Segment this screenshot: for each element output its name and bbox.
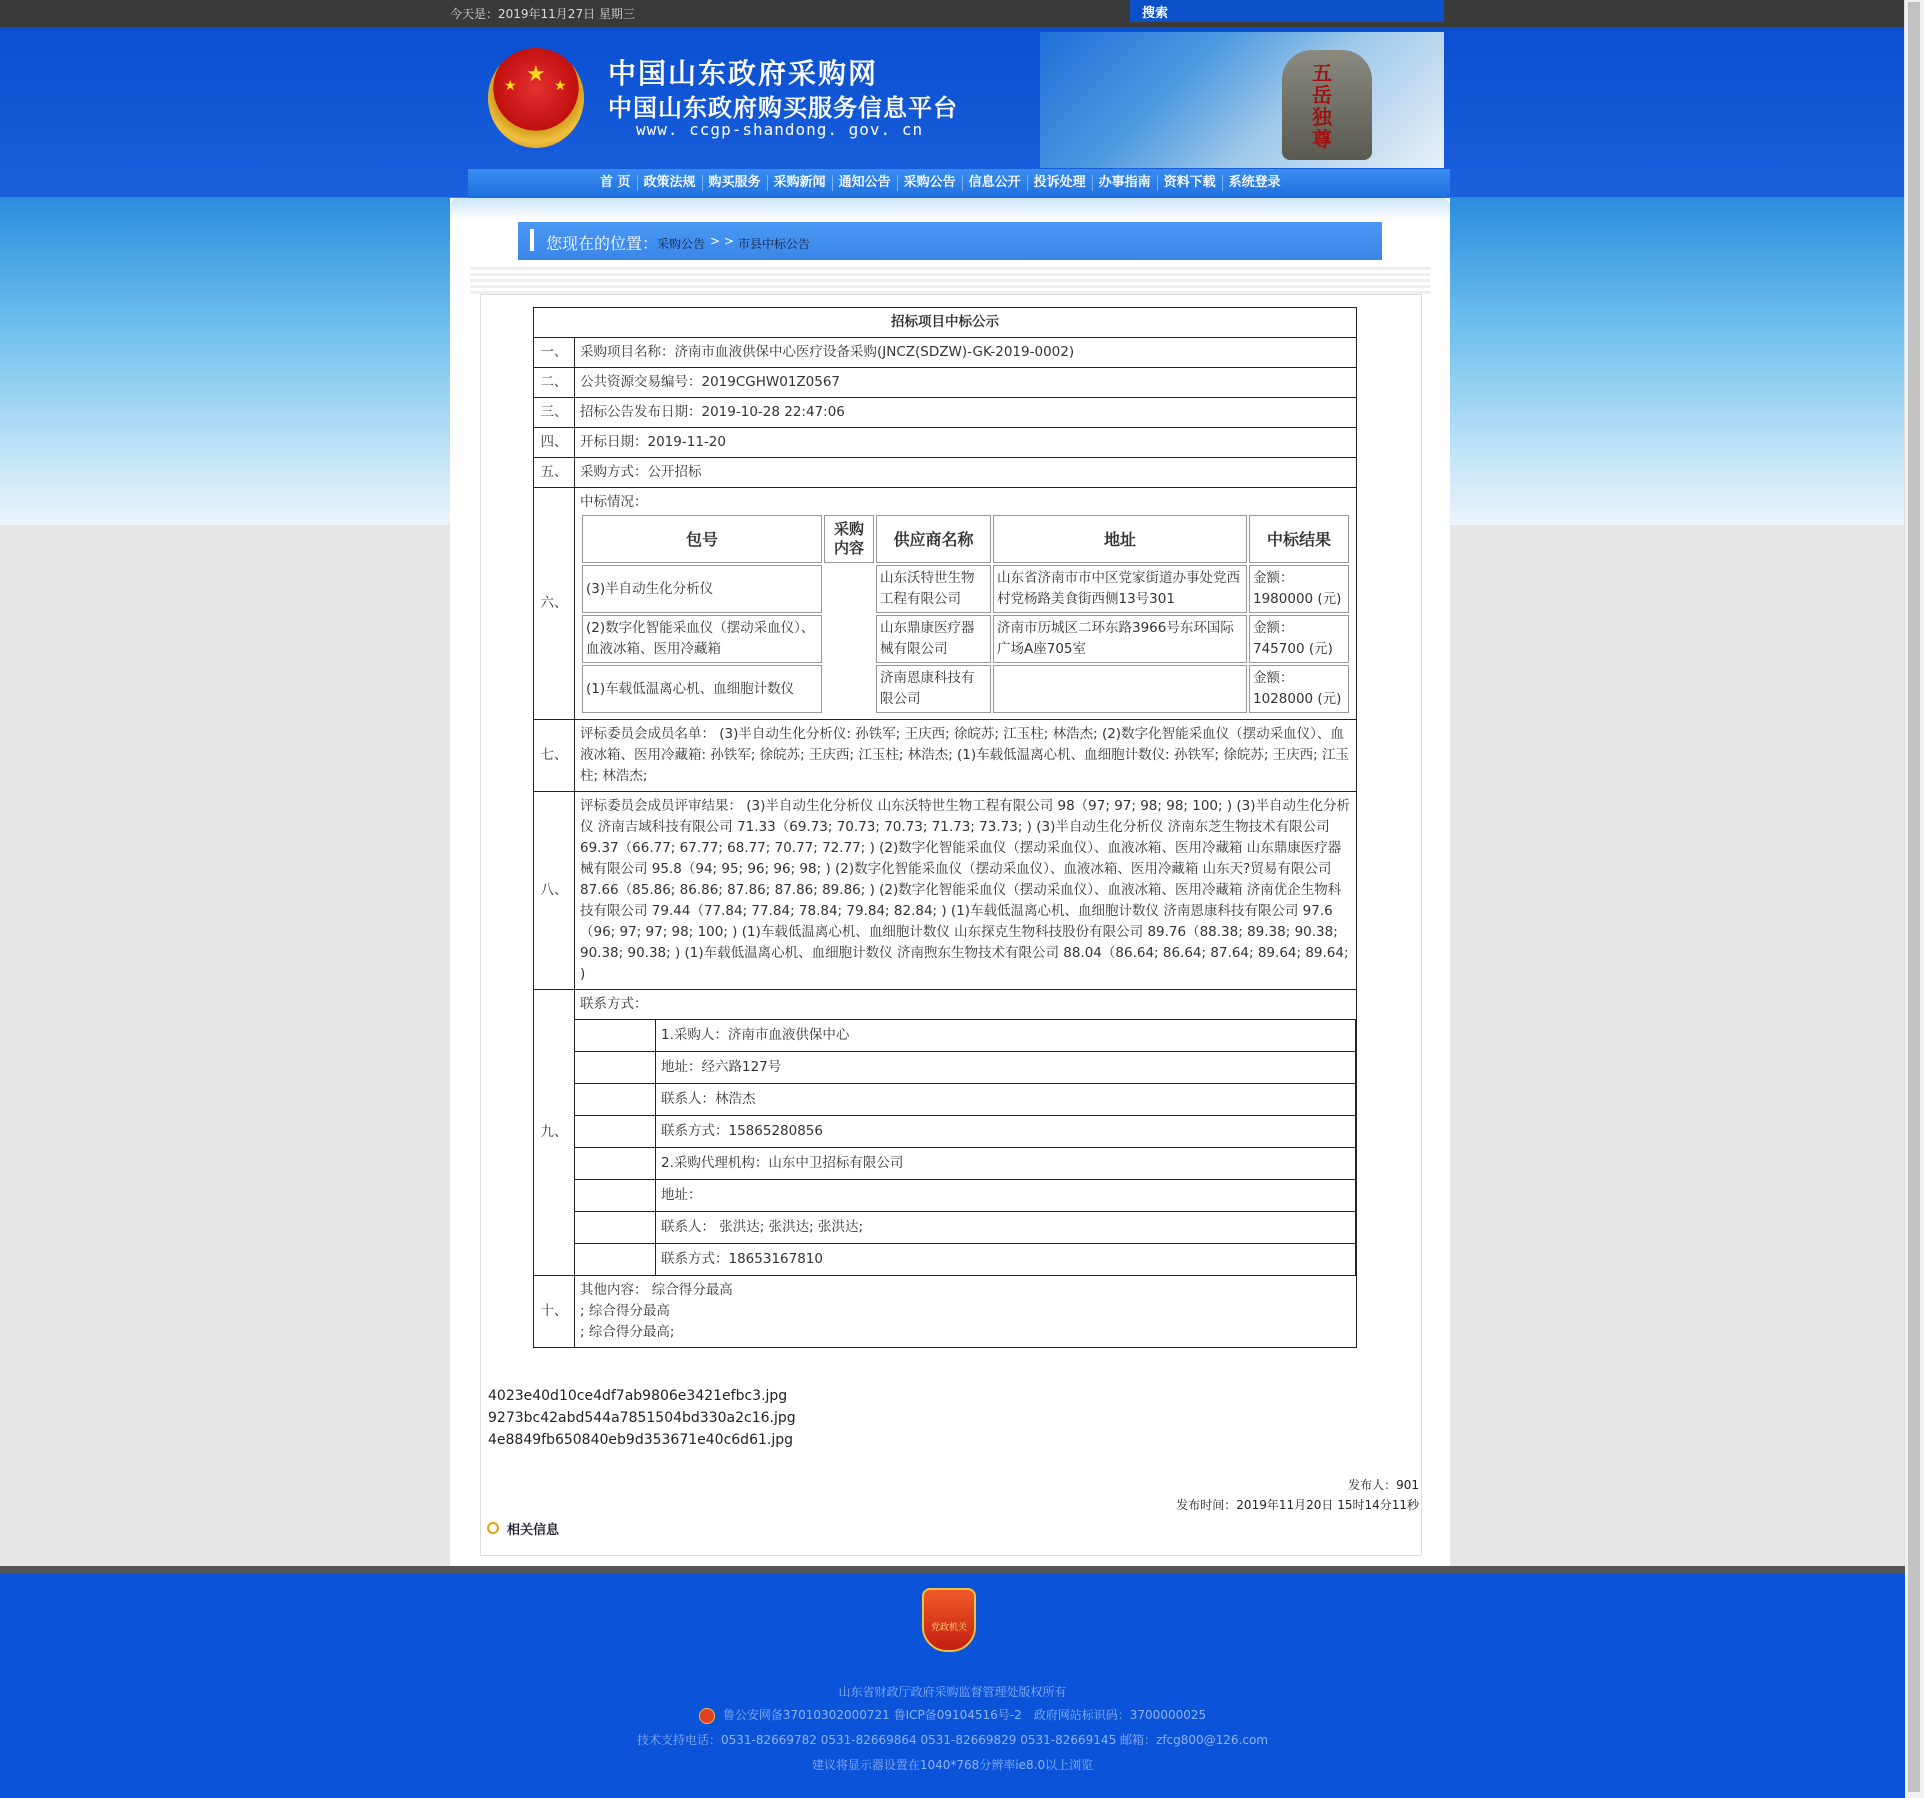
related-info-heading bbox=[487, 1519, 559, 1538]
award-address bbox=[993, 665, 1247, 713]
nav-login[interactable]: 系统登录 bbox=[1222, 175, 1287, 191]
contact-line: 联系方式：15865280856 bbox=[656, 1116, 1356, 1148]
contact-line: 联系人： 张洪达; 张洪达; 张洪达; bbox=[656, 1212, 1356, 1244]
attachment-list bbox=[488, 1385, 796, 1451]
other-line: ; 综合得分最高; bbox=[580, 1324, 675, 1340]
award-header-address: 地址 bbox=[993, 515, 1247, 563]
breadcrumb bbox=[518, 222, 1382, 260]
award-notice-table bbox=[533, 307, 1357, 1348]
contact-line: 地址：经六路127号 bbox=[656, 1052, 1356, 1084]
project-name: 采购项目名称：济南市血液供保中心医疗设备采购(JNCZ(SDZW)-GK-2019-0002) bbox=[575, 338, 1357, 368]
contact-table bbox=[575, 1019, 1356, 1275]
award-supplier: 山东沃特世生物工程有限公司 bbox=[876, 565, 991, 613]
award-package: (3)半自动生化分析仪 bbox=[582, 565, 822, 613]
award-header-package: 包号 bbox=[582, 515, 822, 563]
browser-advice: 建议将显示器设置在1040*768分辨率ie8.0以上浏览 bbox=[811, 1758, 1094, 1772]
row-number: 八、 bbox=[534, 792, 575, 990]
award-address: 山东省济南市市中区党家街道办事处党西村党杨路美食街西侧13号301 bbox=[993, 565, 1247, 613]
scrollbar-thumb[interactable] bbox=[1908, 2, 1920, 1792]
site-subtitle: 中国山东政府购买服务信息平台 bbox=[608, 94, 958, 122]
divider-stripe bbox=[470, 264, 1430, 294]
evaluation-results: 评标委员会成员评审结果： (3)半自动生化分析仪 山东沃特世生物工程有限公司 98（97; 97; 98; 98; 100; ) (3)半自动生化分析仪 济南吉域科技有限公司 71.33（69.73; 70.73; 70.73; 71.73; 73.73; ) (3)半自动生化分析仪 济南东芝生物技术有限公司 69.37（66.77; 67.77; 68.77; 70.77; 72.77; ) (2)数字化智能采血仪（摆动采血仪）、血液冰箱、医用冷藏箱 山东鼎康医疗器械有限公司 95.8（94; 95; 96; 96; 98; ) (2)数字化智能采血仪（摆动采血仪）、血液冰箱、医用冷藏箱 山东天?贸易有限公司 87.66（85.86; 86.86; 87.86; 87.86; 89.86; ) (2)数字化智能采血仪（摆动采血仪）、血液冰箱、医用冷藏箱 济南优企生物科技有限公司 79.44（77.84; 77.84; 78.84; 79.84; 82.84; ) (1)车载低温离心机、血细胞计数仪 济南恩康科技有限公司 97.6（96; 97; 97; 98; 100; ) (1)车载低温离心机、血细胞计数仪 山东探克生物科技股份有限公司 89.76（88.38; 89.38; 90.38; 90.38; 90.38; ) (1)车载低温离心机、血细胞计数仪 济南煦东生物技术有限公司 88.04（86.64; 86.64; 87.64; 89.64; 89.64; ) bbox=[575, 792, 1357, 990]
police-badge-icon bbox=[699, 1708, 715, 1724]
attachment-link[interactable]: 9273bc42abd544a7851504bd330a2c16.jpg bbox=[488, 1410, 796, 1426]
contact-line: 2.采购代理机构：山东中卫招标有限公司 bbox=[656, 1148, 1356, 1180]
row-number: 七、 bbox=[534, 720, 575, 792]
award-header-content: 采购内容 bbox=[824, 515, 874, 563]
row-number: 四、 bbox=[534, 428, 575, 458]
nav-news[interactable]: 采购新闻 bbox=[767, 175, 832, 191]
party-government-badge-icon[interactable] bbox=[922, 1588, 976, 1652]
award-row bbox=[582, 615, 1349, 663]
publish-date: 招标公告发布日期：2019-10-28 22:47:06 bbox=[575, 398, 1357, 428]
row-number: 一、 bbox=[534, 338, 575, 368]
vertical-scrollbar[interactable] bbox=[1904, 0, 1924, 1798]
top-bar bbox=[0, 0, 1905, 27]
other-line: 其他内容： 综合得分最高 bbox=[580, 1282, 733, 1298]
row-number: 二、 bbox=[534, 368, 575, 398]
badge-label: 党政机关 bbox=[930, 1623, 967, 1633]
search-button[interactable]: 搜索 bbox=[1142, 6, 1169, 21]
icp-line bbox=[0, 1706, 1905, 1724]
breadcrumb-link-county-awards[interactable]: 市县中标公告 bbox=[738, 237, 811, 251]
award-row bbox=[582, 565, 1349, 613]
award-package: (1)车载低温离心机、血细胞计数仪 bbox=[582, 665, 822, 713]
award-content bbox=[824, 565, 874, 713]
award-result: 金额：1980000 (元) bbox=[1249, 565, 1349, 613]
nav-info-disclosure[interactable]: 信息公开 bbox=[962, 175, 1027, 191]
row-number: 十、 bbox=[534, 1276, 575, 1348]
notice-title: 招标项目中标公示 bbox=[534, 308, 1357, 338]
other-line: ; 综合得分最高 bbox=[580, 1303, 670, 1319]
row-number: 九、 bbox=[534, 990, 575, 1276]
nav-home[interactable]: 首 页 bbox=[600, 175, 631, 190]
contact-line: 联系方式：18653167810 bbox=[656, 1244, 1356, 1276]
footer-separator bbox=[0, 1566, 1905, 1574]
award-table bbox=[580, 513, 1351, 715]
other-content bbox=[575, 1276, 1357, 1348]
content-panel-top bbox=[450, 198, 1450, 220]
nav-notice[interactable]: 通知公告 bbox=[832, 175, 897, 191]
row-number: 三、 bbox=[534, 398, 575, 428]
nav-purchase-service[interactable]: 购买服务 bbox=[702, 175, 767, 191]
copyright-text: 山东省财政厅政府采购监督管理处版权所有 bbox=[838, 1685, 1067, 1699]
committee-members: 评标委员会成员名单： (3)半自动生化分析仪: 孙铁军; 王庆西; 徐皖苏; 江玉柱; 林浩杰; (2)数字化智能采血仪（摆动采血仪）、血液冰箱、医用冷藏箱: 孙铁军; 徐皖苏; 王庆西; 江玉柱; 林浩杰; (1)车载低温离心机、血细胞计数仪: 孙铁军; 徐皖苏; 王庆西; 江玉柱; 林浩杰; bbox=[575, 720, 1357, 792]
breadcrumb-link-announcements[interactable]: 采购公告 bbox=[657, 237, 706, 251]
site-url: www. ccgp-shandong. gov. cn bbox=[636, 120, 924, 139]
bullet-icon bbox=[487, 1522, 499, 1534]
award-supplier: 济南恩康科技有限公司 bbox=[876, 665, 991, 713]
award-result: 金额：1028000 (元) bbox=[1249, 665, 1349, 713]
award-header-result: 中标结果 bbox=[1249, 515, 1349, 563]
nav-guide[interactable]: 办事指南 bbox=[1092, 175, 1157, 191]
contact-line: 1.采购人：济南市血液供保中心 bbox=[656, 1020, 1356, 1052]
contact-section-label: 联系方式： bbox=[580, 996, 648, 1012]
date-text: 今天是：2019年11月27日 星期三 bbox=[450, 7, 635, 21]
contact-line: 地址： bbox=[656, 1180, 1356, 1212]
award-row bbox=[582, 665, 1349, 713]
site-title: 中国山东政府采购网 bbox=[608, 57, 879, 90]
nav-policy[interactable]: 政策法规 bbox=[637, 175, 702, 191]
nav-procurement-announcement[interactable]: 采购公告 bbox=[897, 175, 962, 191]
publisher: 发布人：901 bbox=[1348, 1478, 1419, 1492]
breadcrumb-prefix: 您现在的位置： bbox=[546, 234, 659, 253]
search-box[interactable] bbox=[1130, 0, 1444, 22]
main-nav bbox=[468, 169, 1450, 198]
nav-downloads[interactable]: 资料下载 bbox=[1157, 175, 1222, 191]
mountain-banner-image bbox=[1040, 32, 1444, 168]
attachment-link[interactable]: 4023e40d10ce4df7ab9806e3421efbc3.jpg bbox=[488, 1388, 788, 1404]
row-number: 六、 bbox=[534, 488, 575, 720]
award-address: 济南市历城区二环东路3966号东环国际广场A座705室 bbox=[993, 615, 1247, 663]
national-emblem-icon: ★ ★ ★ bbox=[488, 48, 584, 148]
nav-complaint[interactable]: 投诉处理 bbox=[1027, 175, 1092, 191]
procurement-method: 采购方式：公开招标 bbox=[575, 458, 1357, 488]
icp-text[interactable]: 鲁公安网备37010302000721 鲁ICP备09104516号-2 政府网站标识码：3700000025 bbox=[722, 1708, 1207, 1722]
breadcrumb-separator: > > bbox=[710, 234, 734, 248]
bid-open-date: 开标日期：2019-11-20 bbox=[575, 428, 1357, 458]
attachment-link[interactable]: 4e8849fb650840eb9d353671e40c6d61.jpg bbox=[488, 1432, 793, 1448]
award-result: 金额： 745700 (元) bbox=[1249, 615, 1349, 663]
row-number: 五、 bbox=[534, 458, 575, 488]
related-info-label: 相关信息 bbox=[507, 1523, 560, 1538]
contact-line: 联系人：林浩杰 bbox=[656, 1084, 1356, 1116]
support-text: 技术支持电话：0531-82669782 0531-82669864 0531-82669829 0531-82669145 邮箱：zfcg800@126.com bbox=[636, 1733, 1269, 1747]
award-package: (2)数字化智能采血仪（摆动采血仪）、血液冰箱、医用冷藏箱 bbox=[582, 615, 822, 663]
trade-number: 公共资源交易编号：2019CGHW01Z0567 bbox=[575, 368, 1357, 398]
banner-inscription: 五岳独尊 bbox=[1312, 61, 1332, 151]
award-supplier: 山东鼎康医疗器械有限公司 bbox=[876, 615, 991, 663]
publish-time: 发布时间：2019年11月20日 15时14分11秒 bbox=[1176, 1498, 1419, 1512]
award-section-label: 中标情况： bbox=[580, 494, 648, 510]
award-header-supplier: 供应商名称 bbox=[876, 515, 991, 563]
